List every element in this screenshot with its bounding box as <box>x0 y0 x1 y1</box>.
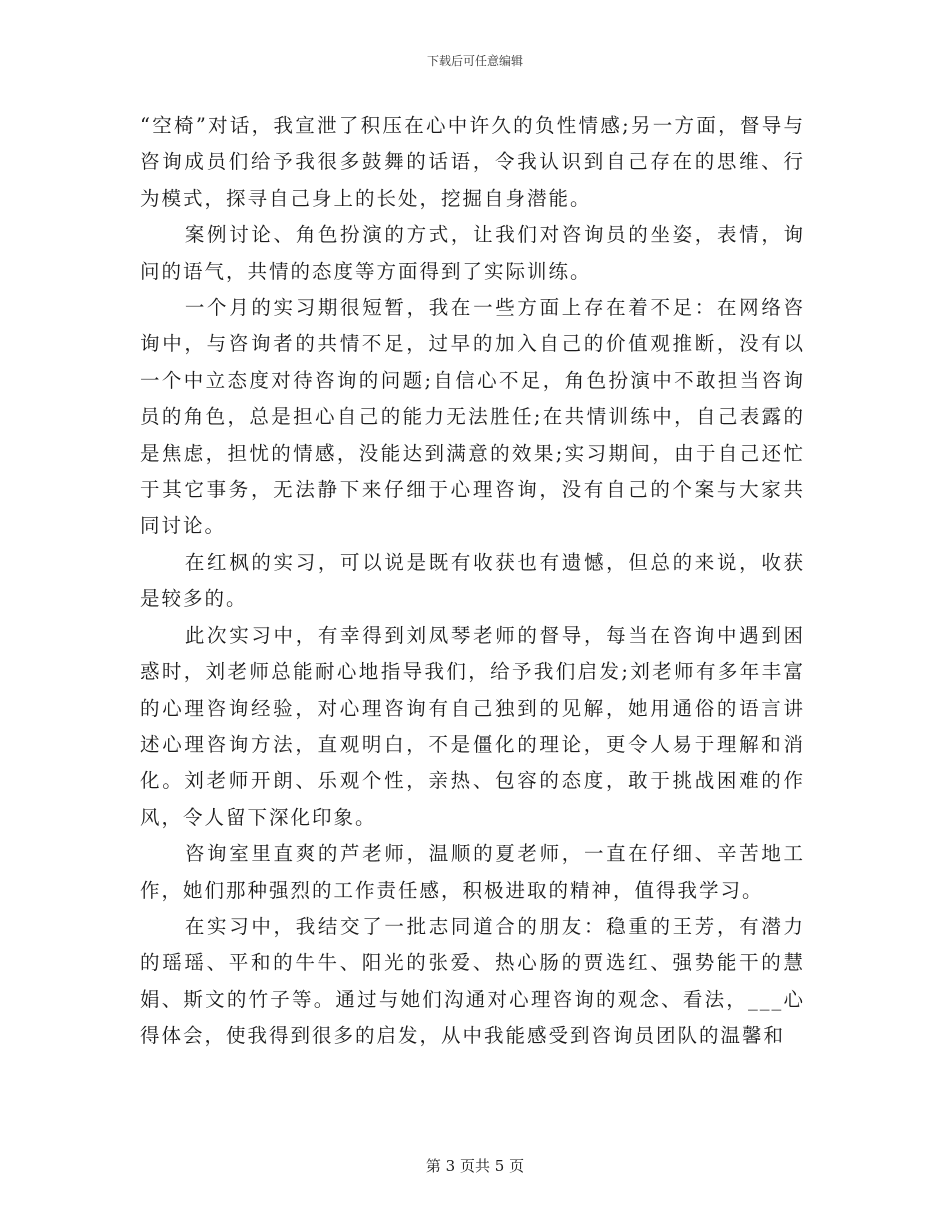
paragraph-7: 在实习中，我结交了一批志同道合的朋友：稳重的王芳，有潜力的瑶瑶、平和的牛牛、阳光的张爱、热心肠的贾选红、强势能干的慧娟、斯文的竹子等。通过与她们沟通对心理咨询的观念、看法，___心得体会，使我得到很多的启发，从中我能感受到咨询员团队的温馨和 <box>140 914 805 1048</box>
document-body <box>140 108 805 1055</box>
page-footer: 第 3 页共 5 页 <box>425 1157 525 1175</box>
paragraph-3: 一个月的实习期很短暂，我在一些方面上存在着不足：在网络咨询中，与咨询者的共情不足，过早的加入自己的价值观推断，没有以一个中立态度对待咨询的问题;自信心不足，角色扮演中不敢担当咨询员的角色，总是担心自己的能力无法胜任;在共情训练中，自己表露的是焦虑，担忧的情感，没能达到满意的效果;实习期间，由于自己还忙于其它事务，无法静下来仔细于心理咨询，没有自己的个案与大家共同讨论。 <box>140 296 805 538</box>
paragraph-2: 案例讨论、角色扮演的方式，让我们对咨询员的坐姿，表情，询问的语气，共情的态度等方面得到了实际训练。 <box>140 223 805 283</box>
page-header: 下载后可任意编辑 <box>426 54 523 68</box>
paragraph-1: “空椅”对话，我宣泄了积压在心中许久的负性情感;另一方面，督导与咨询成员们给予我很多鼓舞的话语，令我认识到自己存在的思维、行为模式，探寻自己身上的长处，挖掘自身潜能。 <box>140 114 805 210</box>
paragraph-5: 此次实习中，有幸得到刘凤琴老师的督导，每当在咨询中遇到困惑时，刘老师总能耐心地指导我们，给予我们启发;刘老师有多年丰富的心理咨询经验，对心理咨询有自己独到的见解，她用通俗的语言讲述心理咨询方法，直观明白，不是僵化的理论，更令人易于理解和消化。刘老师开朗、乐观个性，亲热、包容的态度，敢于挑战困难的作风，令人留下深化印象。 <box>140 623 805 829</box>
paragraph-6: 咨询室里直爽的芦老师，温顺的夏老师，一直在仔细、辛苦地工作，她们那种强烈的工作责任感，积极进取的精神，值得我学习。 <box>140 842 805 902</box>
paragraph-4: 在红枫的实习，可以说是既有收获也有遗憾，但总的来说，收获是较多的。 <box>140 550 805 611</box>
